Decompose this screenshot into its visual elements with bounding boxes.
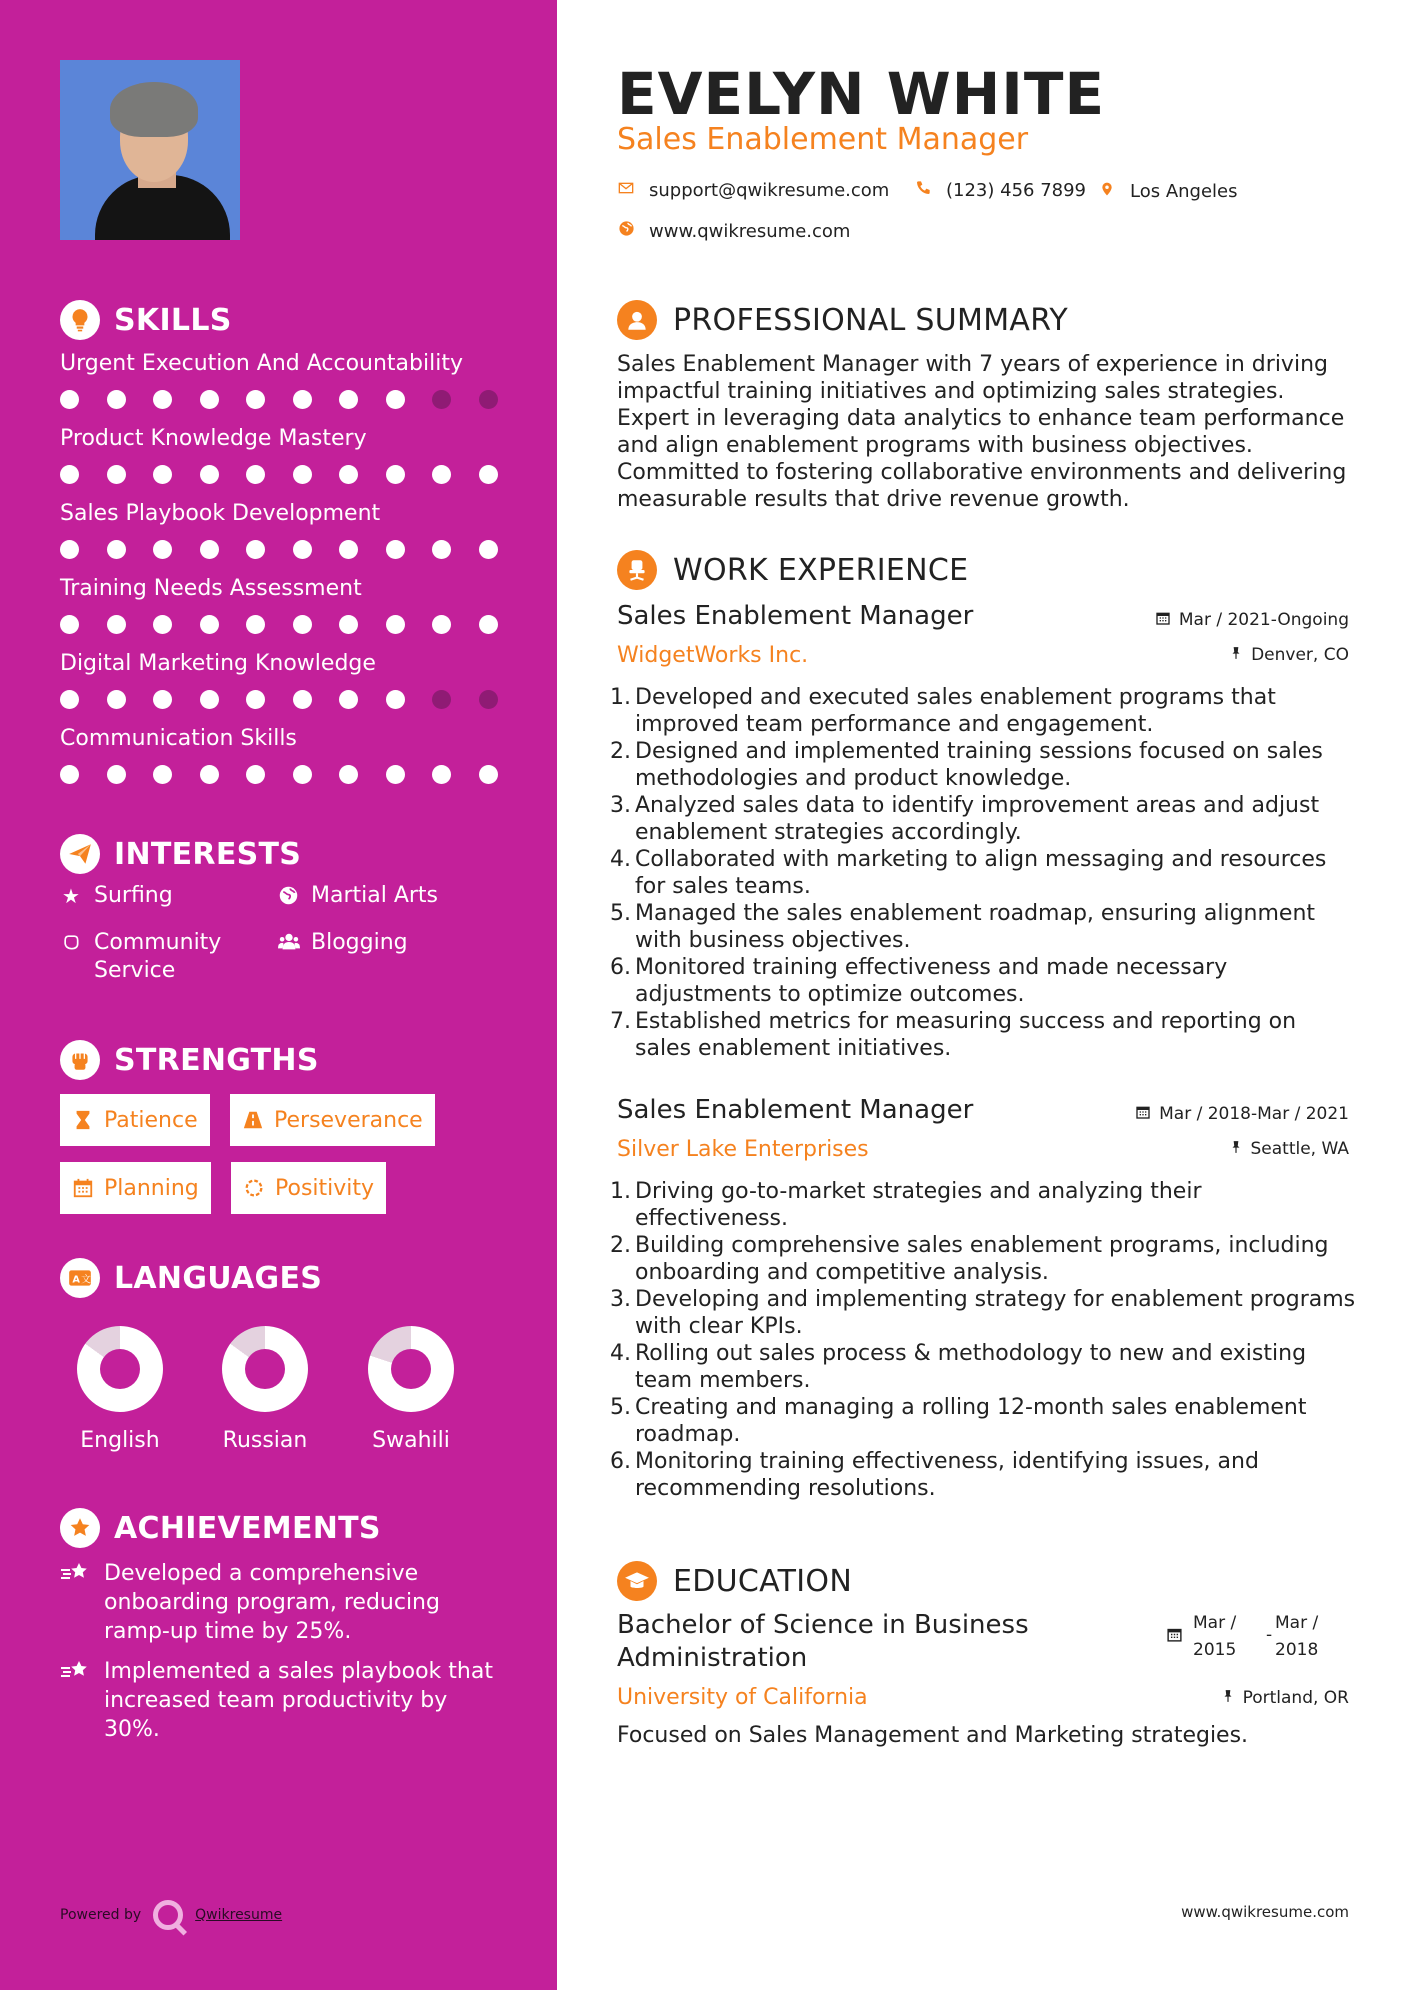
skill-dot (153, 540, 172, 559)
languages-heading: A 文 LANGUAGES (60, 1258, 322, 1298)
duty-text: Designed and implemented training sessions focused on sales methodologies and product knowledge. (635, 739, 1323, 791)
duty-text: Building comprehensive sales enablement programs, including onboarding and competitive analysis. (635, 1233, 1329, 1285)
skill-label: Communication Skills (60, 726, 297, 751)
skill-dot (153, 690, 172, 709)
degree-title: Bachelor of Science in Business Administration (617, 1610, 1029, 1673)
summary-heading: PROFESSIONAL SUMMARY (617, 300, 1068, 340)
skill-dot (107, 615, 126, 634)
duty-number: 6. (610, 1449, 631, 1474)
skill-dot (293, 615, 312, 634)
strength-chip: Positivity (231, 1162, 386, 1214)
skill-dot (432, 615, 451, 634)
qwikresume-link[interactable]: Qwikresume (195, 1907, 283, 1923)
skill-rating (60, 690, 525, 709)
skill-dot (479, 690, 498, 709)
skill-dot (60, 540, 79, 559)
lightbulb-icon (60, 300, 100, 340)
profile-photo (60, 60, 240, 240)
skill-dot (432, 765, 451, 784)
skill-dot (246, 390, 265, 409)
skill-dot (200, 615, 219, 634)
interest-item: Blogging (277, 929, 408, 960)
skill-dot (386, 615, 405, 634)
duty-item (612, 684, 1357, 738)
paper-plane-icon (60, 834, 100, 874)
skill-dot (107, 465, 126, 484)
svg-text:A: A (72, 1274, 80, 1286)
skill-dot (432, 390, 451, 409)
hand-icon (60, 929, 82, 959)
duty-number: 5. (610, 1395, 631, 1420)
achievement-item: Developed a comprehensive onboarding program, reducing ramp-up time by 25%. (60, 1559, 500, 1646)
duty-item (612, 954, 1357, 1008)
skill-dot (200, 765, 219, 784)
candidate-name: EVELYN WHITE (617, 60, 1106, 128)
skill-dot (107, 540, 126, 559)
skill-dot (479, 390, 498, 409)
duty-text: Established metrics for measuring success and reporting on sales enablement initiatives. (635, 1009, 1297, 1061)
pushpin-icon (1221, 1688, 1235, 1708)
skill-dot (293, 690, 312, 709)
school-name: University of California (617, 1685, 868, 1710)
star-icon: ★ (62, 884, 80, 908)
pushpin-icon (1229, 645, 1243, 665)
hourglass-icon (72, 1109, 94, 1131)
skill-dot (60, 765, 79, 784)
job-location: Seattle, WA (1229, 1139, 1350, 1159)
duty-number: 1. (610, 685, 631, 710)
language-label: Swahili (372, 1428, 450, 1453)
calendar-icon (1166, 1626, 1183, 1647)
education-end: Mar / 2018 (1275, 1613, 1319, 1660)
duty-text: Monitoring training effectiveness, identifying issues, and recommending resolutions. (635, 1449, 1259, 1501)
globe-icon (277, 882, 299, 913)
education-heading: EDUCATION (617, 1561, 852, 1601)
contact-email[interactable]: support@qwikresume.com (617, 180, 889, 201)
skill-dot (293, 540, 312, 559)
date-separator: - (1266, 1625, 1273, 1645)
duty-item (612, 792, 1357, 846)
job-duties-list (612, 1178, 1357, 1502)
circle-notch-icon (243, 1177, 265, 1199)
interests-heading: INTERESTS (60, 834, 301, 874)
duty-number: 4. (610, 847, 631, 872)
strength-chip: Planning (60, 1162, 211, 1214)
skill-dot (479, 765, 498, 784)
achievements-heading: ACHIEVEMENTS (60, 1508, 381, 1548)
skill-dot (153, 615, 172, 634)
fist-icon (60, 1040, 100, 1080)
language-level-donut (368, 1326, 454, 1412)
skill-dot (153, 765, 172, 784)
duty-text: Rolling out sales process & methodology to new and existing team members. (635, 1341, 1307, 1393)
skill-dot (479, 465, 498, 484)
shooting-star-icon (60, 1657, 92, 1744)
phone-icon (914, 180, 932, 201)
skill-label: Digital Marketing Knowledge (60, 651, 376, 676)
skill-dot (432, 465, 451, 484)
shooting-star-icon (60, 1559, 92, 1646)
strengths-heading: STRENGTHS (60, 1040, 319, 1080)
duty-number: 3. (610, 793, 631, 818)
language-level-donut (77, 1326, 163, 1412)
qwikresume-logo-icon (153, 1900, 183, 1930)
svg-text:文: 文 (81, 1274, 91, 1286)
interest-item: ★ Surfing (60, 882, 173, 910)
duty-item (612, 1232, 1357, 1286)
duty-item (612, 900, 1357, 954)
skill-dot (107, 390, 126, 409)
job-dates: Mar / 2021-Ongoing (1155, 610, 1349, 630)
skill-rating (60, 540, 525, 559)
duty-number: 5. (610, 901, 631, 926)
company-name: Silver Lake Enterprises (617, 1137, 869, 1162)
skill-dot (246, 615, 265, 634)
skill-dot (246, 690, 265, 709)
footer-url[interactable]: www.qwikresume.com (1181, 1903, 1349, 1921)
skill-dot (386, 540, 405, 559)
company-name: WidgetWorks Inc. (617, 643, 809, 668)
job-duties-list (612, 684, 1357, 1062)
duty-number: 2. (610, 1233, 631, 1258)
skill-dot (246, 465, 265, 484)
duty-number: 3. (610, 1287, 631, 1312)
skill-dot (479, 615, 498, 634)
duty-item (612, 1286, 1357, 1340)
calendar-icon (1155, 610, 1171, 630)
office-chair-icon (617, 550, 657, 590)
duty-item (612, 846, 1357, 900)
job-title: Sales Enablement Manager (617, 601, 974, 631)
skill-dot (246, 540, 265, 559)
skill-label: Urgent Execution And Accountability (60, 351, 463, 376)
strength-chip: Perseverance (230, 1094, 435, 1146)
duty-text: Driving go-to-market strategies and analyzing their effectiveness. (635, 1179, 1202, 1231)
education-description: Focused on Sales Management and Marketing strategies. (617, 1723, 1249, 1748)
contact-location: Los Angeles (1098, 180, 1238, 203)
skill-dot (60, 690, 79, 709)
duty-number: 7. (610, 1009, 631, 1034)
language-label: English (80, 1428, 160, 1453)
duty-text: Managed the sales enablement roadmap, ensuring alignment with business objectives. (635, 901, 1316, 953)
skill-rating (60, 390, 525, 409)
skill-label: Product Knowledge Mastery (60, 426, 367, 451)
duty-text: Developing and implementing strategy for enablement programs with clear KPIs. (635, 1287, 1356, 1339)
language-label: Russian (222, 1428, 308, 1453)
skill-dot (200, 390, 219, 409)
skill-dot (60, 615, 79, 634)
skill-dot (339, 690, 358, 709)
job-dates: Mar / 2018-Mar / 2021 (1135, 1104, 1349, 1124)
skill-rating (60, 465, 525, 484)
powered-by: Powered by Qwikresume (60, 1900, 282, 1930)
skill-dot (293, 465, 312, 484)
skill-dot (153, 390, 172, 409)
skill-dot (339, 540, 358, 559)
star-badge-icon (60, 1508, 100, 1548)
skill-dot (293, 765, 312, 784)
duty-text: Developed and executed sales enablement programs that improved team performance and engagement. (635, 685, 1276, 737)
duty-text: Analyzed sales data to identify improvement areas and adjust enablement strategies accordingly. (635, 793, 1320, 845)
language-icon (60, 1258, 100, 1298)
contact-phone[interactable]: (123) 456 7899 (914, 180, 1086, 201)
duty-number: 4. (610, 1341, 631, 1366)
language-level-donut (222, 1326, 308, 1412)
skill-dot (386, 390, 405, 409)
skill-dot (293, 390, 312, 409)
duty-item (612, 1448, 1357, 1502)
skill-dot (200, 540, 219, 559)
summary-text: Sales Enablement Manager with 7 years of experience in driving impactful training initiatives and optimizing sales strategies. Expert in leveraging data analytics to enhance team performance and align enablement programs with business objectives. Committed to fostering collaborative environments and delivering measurable results that drive revenue growth. (617, 352, 1347, 512)
duty-number: 6. (610, 955, 631, 980)
achievement-item: Implemented a sales playbook that increased team productivity by 30%. (60, 1657, 500, 1744)
duty-item (612, 1340, 1357, 1394)
graduation-cap-icon (617, 1561, 657, 1601)
strength-chip: Patience (60, 1094, 210, 1146)
user-icon (617, 300, 657, 340)
interest-item: Martial Arts (277, 882, 438, 913)
duty-item (612, 1008, 1357, 1062)
duty-item (612, 738, 1357, 792)
pushpin-icon (1229, 1139, 1243, 1159)
job-title: Sales Enablement Manager (617, 1095, 974, 1125)
skill-dot (339, 615, 358, 634)
duty-item (612, 1394, 1357, 1448)
skill-dot (432, 540, 451, 559)
duty-text: Monitored training effectiveness and made necessary adjustments to optimize outcomes. (635, 955, 1228, 1007)
map-marker-icon (1098, 180, 1116, 203)
skill-dot (339, 465, 358, 484)
skills-heading: SKILLS (60, 300, 232, 340)
skill-dot (339, 765, 358, 784)
interest-item: Community Service (60, 929, 234, 985)
skill-dot (246, 765, 265, 784)
road-icon (242, 1109, 264, 1131)
skill-dot (107, 690, 126, 709)
users-icon (277, 929, 299, 960)
duty-text: Creating and managing a rolling 12-month sales enablement roadmap. (635, 1395, 1307, 1447)
skill-dot (107, 765, 126, 784)
experience-heading: WORK EXPERIENCE (617, 550, 968, 590)
duty-text: Collaborated with marketing to align messaging and resources for sales teams. (635, 847, 1327, 899)
calendar-icon (72, 1177, 94, 1199)
contact-website[interactable]: www.qwikresume.com (617, 220, 850, 242)
globe-icon (617, 220, 635, 242)
skill-rating (60, 765, 525, 784)
duty-number: 2. (610, 739, 631, 764)
skill-dot (60, 465, 79, 484)
skill-label: Sales Playbook Development (60, 501, 381, 526)
skill-dot (479, 540, 498, 559)
job-location: Denver, CO (1229, 645, 1349, 665)
skill-dot (200, 690, 219, 709)
skill-dot (386, 690, 405, 709)
skill-rating (60, 615, 525, 634)
skill-dot (200, 465, 219, 484)
envelope-icon (617, 180, 635, 201)
skill-dot (60, 390, 79, 409)
candidate-role: Sales Enablement Manager (617, 122, 1029, 157)
duty-item (612, 1178, 1357, 1232)
skill-dot (386, 765, 405, 784)
education-start: Mar / 2015 (1193, 1613, 1237, 1660)
calendar-icon (1135, 1104, 1151, 1124)
duty-number: 1. (610, 1179, 631, 1204)
education-location: Portland, OR (1221, 1688, 1349, 1708)
skill-label: Training Needs Assessment (60, 576, 362, 601)
skill-dot (339, 390, 358, 409)
skill-dot (153, 465, 172, 484)
skill-dot (432, 690, 451, 709)
skill-dot (386, 465, 405, 484)
sidebar (0, 0, 557, 1990)
